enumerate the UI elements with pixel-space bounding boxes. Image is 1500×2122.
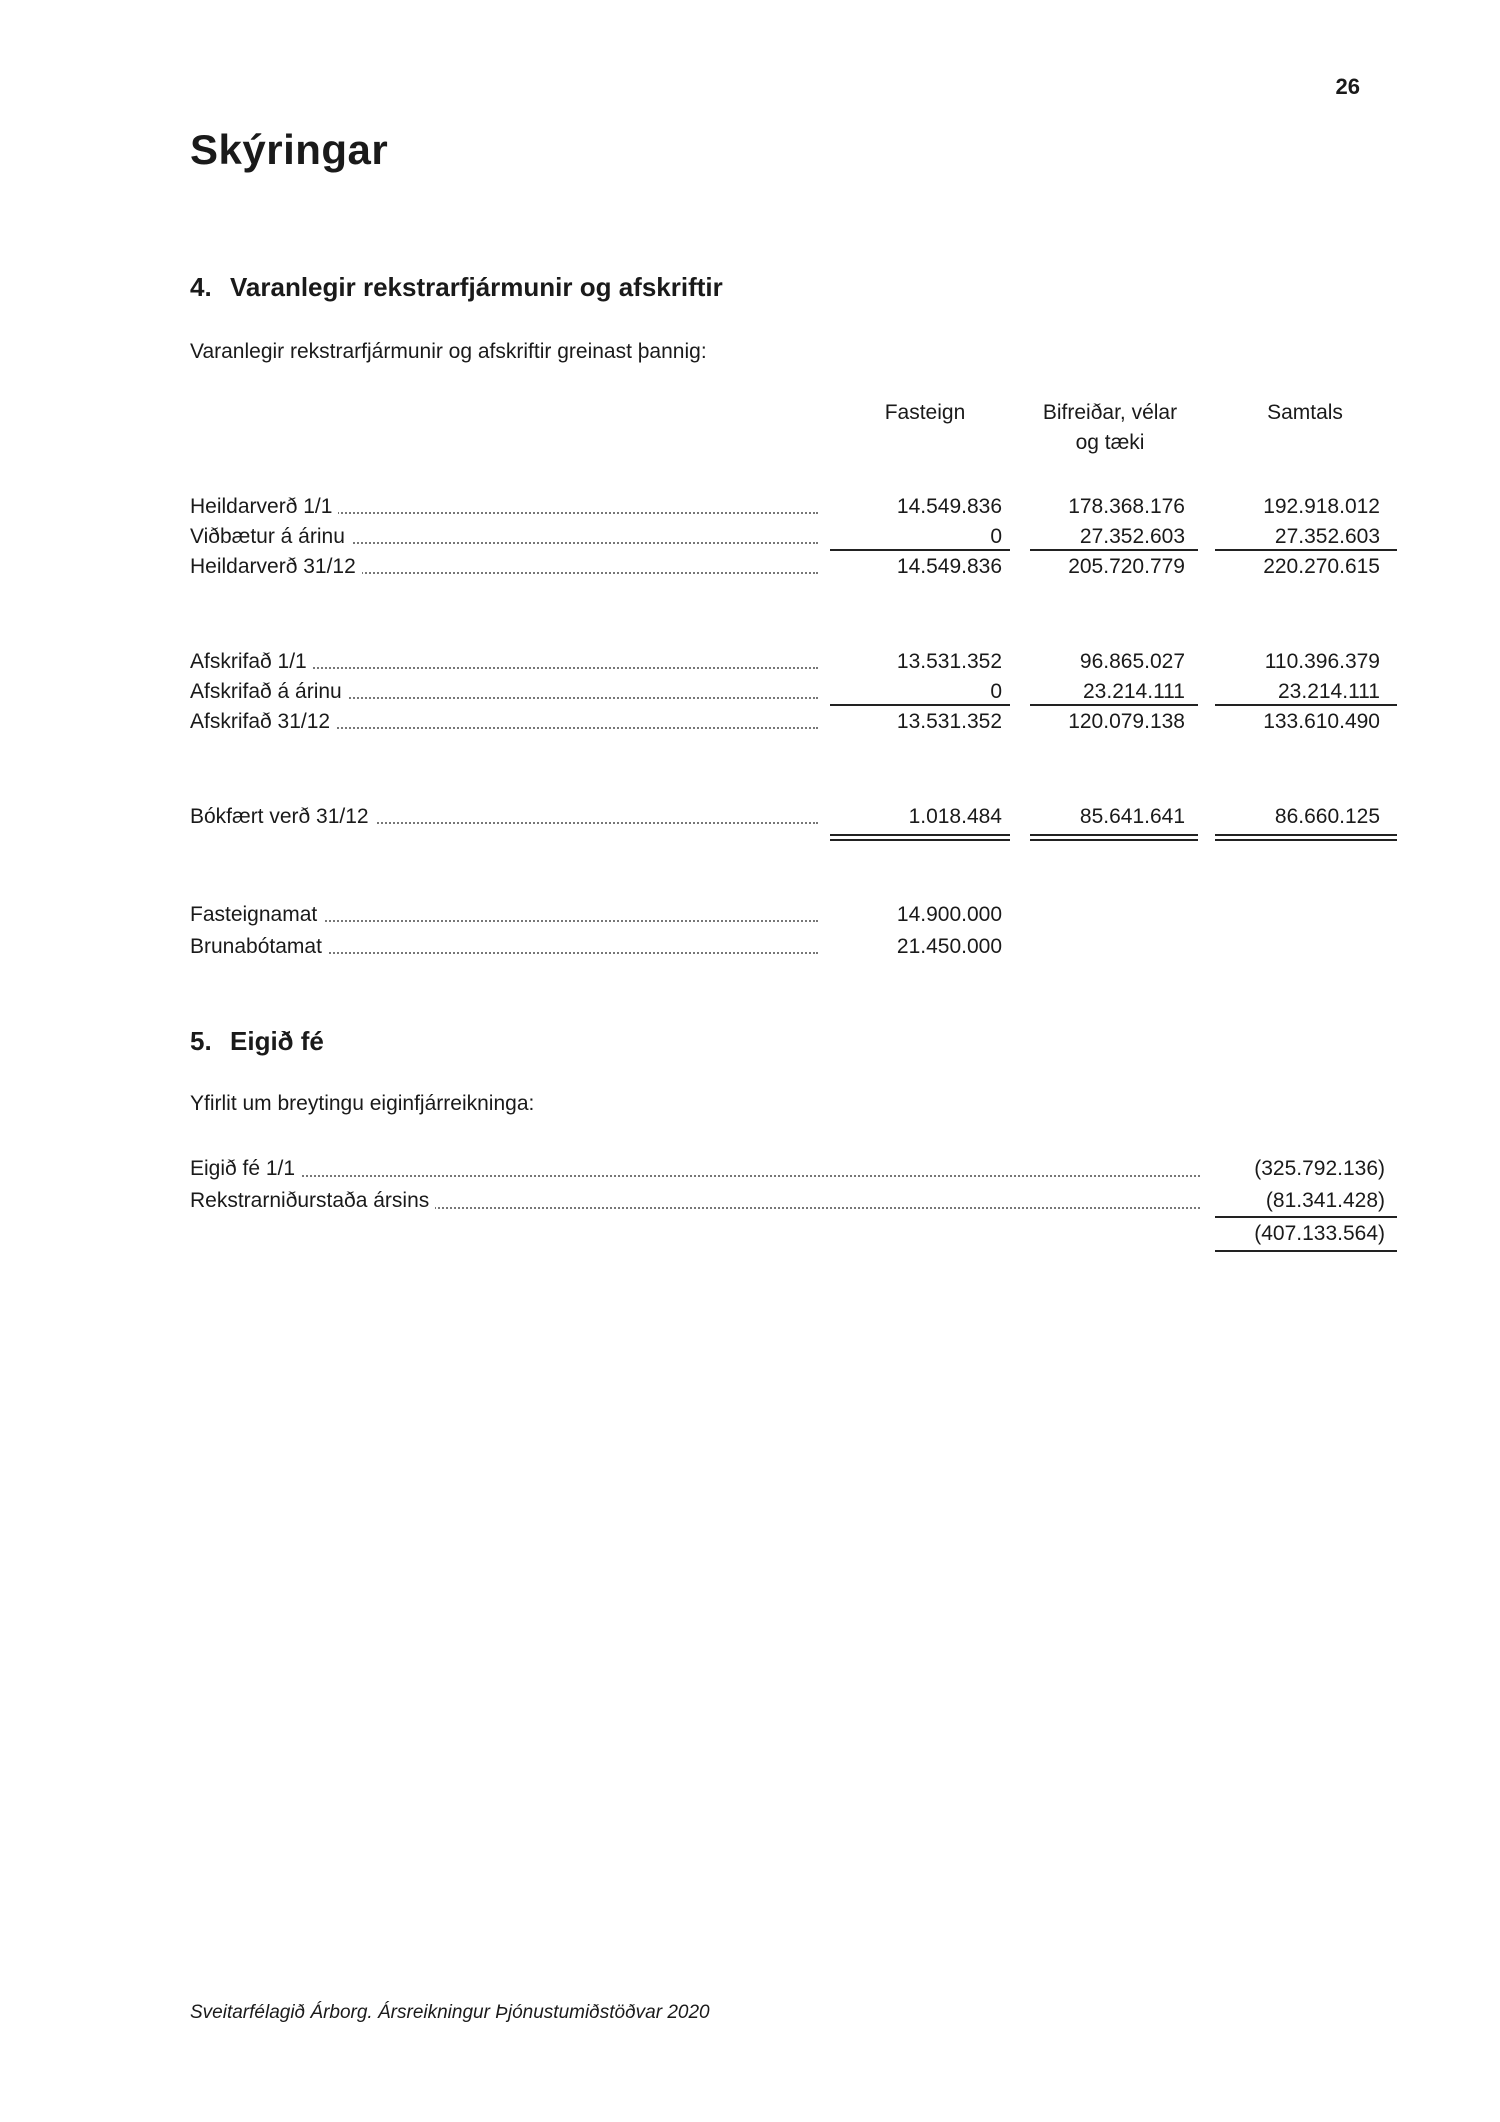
table-row: [190, 932, 1390, 962]
row-label: Viðbætur á árinu: [190, 525, 351, 548]
value-fasteign: 21.450.000: [896, 935, 1002, 958]
table-row: [190, 707, 1390, 737]
section-4-heading: [190, 272, 723, 303]
table-row: [190, 647, 1390, 677]
value-bifreidar: 178.368.176: [1068, 495, 1185, 518]
row-label: Brunabótamat: [190, 935, 328, 958]
section-number: 4.: [190, 272, 212, 302]
value-bifreidar: 27.352.603: [1079, 525, 1185, 548]
row-label: Fasteignamat: [190, 903, 323, 926]
total-rule: [830, 839, 1010, 841]
table-row: [190, 1153, 1395, 1185]
section-title: Eigið fé: [230, 1026, 324, 1056]
subtotal-rule: [830, 704, 1010, 706]
value-fasteign: 13.531.352: [896, 710, 1002, 733]
section-title: Varanlegir rekstrarfjármunir og afskriftir: [230, 272, 723, 302]
value-bifreidar: 96.865.027: [1079, 650, 1185, 673]
value-fasteign: 14.549.836: [896, 495, 1002, 518]
row-label: Afskrifað á árinu: [190, 680, 348, 703]
subtotal-rule: [1215, 704, 1397, 706]
value-bifreidar: 23.214.111: [1083, 680, 1185, 703]
column-header-samtals: Samtals: [1267, 401, 1343, 424]
section-5-intro: Yfirlit um breytingu eiginfjárreikninga:: [190, 1092, 535, 1115]
value-fasteign: 0: [990, 525, 1002, 548]
value-fasteign: 14.549.836: [896, 555, 1002, 578]
total-value: (407.133.564): [1254, 1222, 1385, 1245]
row-label: Eigið fé 1/1: [190, 1157, 301, 1180]
table-row-total: [190, 802, 1390, 832]
table-row: [190, 552, 1390, 582]
row-value: (325.792.136): [1254, 1157, 1385, 1180]
value-fasteign: 14.900.000: [896, 903, 1002, 926]
table-row: [190, 1185, 1395, 1217]
value-fasteign: 13.531.352: [896, 650, 1002, 673]
row-label: Afskrifað 31/12: [190, 710, 336, 733]
value-bifreidar: 85.641.641: [1079, 805, 1185, 828]
subtotal-rule: [830, 549, 1010, 551]
value-fasteign: 1.018.484: [908, 805, 1002, 828]
footer: Sveitarfélagið Árborg. Ársreikningur Þjónustumiðstöðvar 2020: [190, 2002, 710, 2023]
total-rule: [1215, 1250, 1397, 1252]
row-label: Afskrifað 1/1: [190, 650, 313, 673]
value-samtals: 27.352.603: [1274, 525, 1380, 548]
subtotal-rule: [1030, 704, 1198, 706]
value-samtals: 110.396.379: [1264, 650, 1380, 673]
table-row: [190, 900, 1390, 930]
value-samtals: 86.660.125: [1274, 805, 1380, 828]
row-label: Heildarverð 31/12: [190, 555, 362, 578]
total-rule: [1030, 834, 1198, 836]
value-bifreidar: 120.079.138: [1068, 710, 1185, 733]
table-row: [190, 522, 1390, 552]
column-header-fasteign: Fasteign: [884, 401, 966, 424]
page-number: 26: [1335, 74, 1360, 99]
subtotal-rule: [1030, 549, 1198, 551]
subtotal-rule: [1215, 549, 1397, 551]
value-fasteign: 0: [990, 680, 1002, 703]
value-samtals: 23.214.111: [1278, 680, 1380, 703]
total-rule: [1215, 839, 1397, 841]
value-samtals: 220.270.615: [1263, 555, 1380, 578]
page-title: Skýringar: [190, 126, 389, 173]
section-4-intro: Varanlegir rekstrarfjármunir og afskriftir greinast þannig:: [190, 340, 707, 363]
column-header-bifreidar: [1010, 398, 1210, 458]
table-row: [190, 677, 1390, 707]
row-label: Bókfært verð 31/12: [190, 805, 375, 828]
section-number: 5.: [190, 1026, 212, 1056]
row-label: Rekstrarniðurstaða ársins: [190, 1189, 435, 1212]
table-row: [190, 492, 1390, 522]
column-header-line: Bifreiðar, vélar: [1042, 401, 1178, 424]
value-samtals: 133.610.490: [1263, 710, 1380, 733]
row-value: (81.341.428): [1265, 1189, 1385, 1212]
value-samtals: 192.918.012: [1263, 495, 1380, 518]
total-rule: [1030, 839, 1198, 841]
row-label: Heildarverð 1/1: [190, 495, 338, 518]
column-header-line: og tæki: [1075, 431, 1145, 454]
table-row-total: [190, 1218, 1395, 1250]
value-bifreidar: 205.720.779: [1068, 555, 1185, 578]
section-5-heading: [190, 1026, 324, 1057]
total-rule: [830, 834, 1010, 836]
total-rule: [1215, 834, 1397, 836]
